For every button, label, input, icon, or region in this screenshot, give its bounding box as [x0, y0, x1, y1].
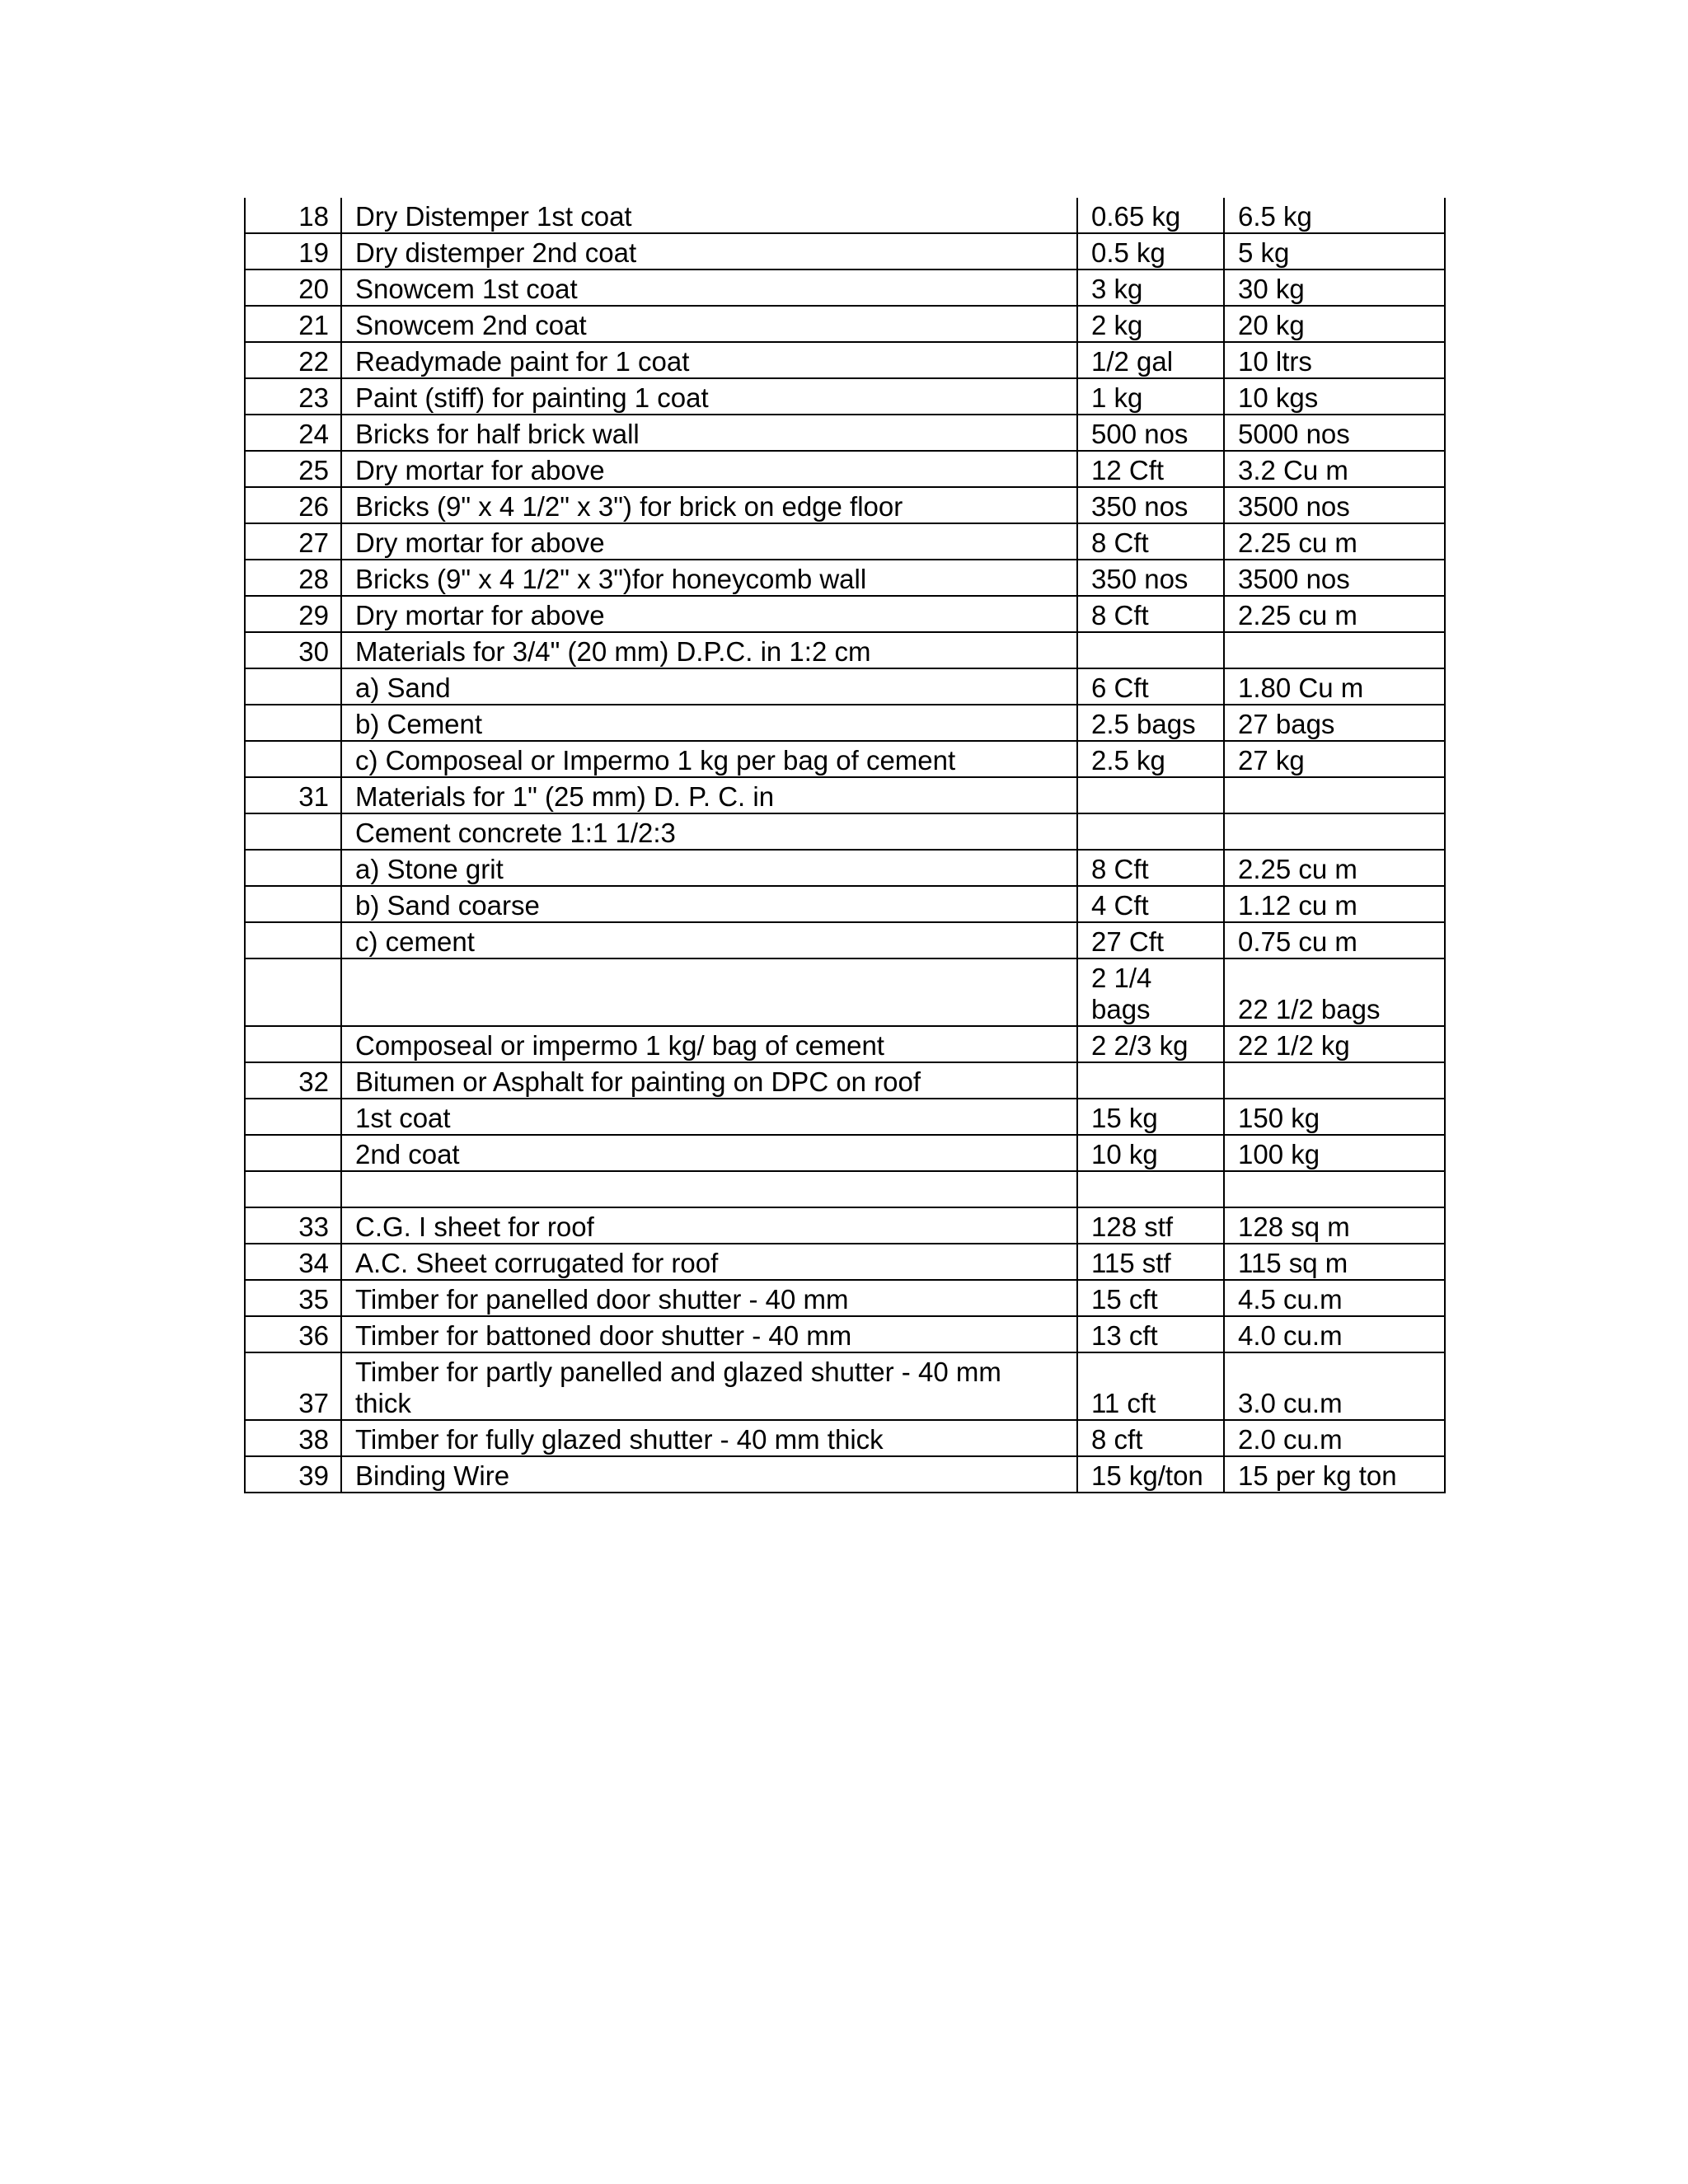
row-number: 18: [245, 198, 341, 233]
quantity-total: 4.5 cu.m: [1224, 1280, 1445, 1316]
quantity-per-unit: 4 Cft: [1077, 886, 1224, 922]
item-description: a) Stone grit: [341, 850, 1077, 886]
quantity-per-unit: 6 Cft: [1077, 668, 1224, 705]
item-description: Snowcem 2nd coat: [341, 306, 1077, 342]
quantity-total: 3500 nos: [1224, 560, 1445, 596]
table-row: [245, 451, 1445, 487]
item-description: Dry mortar for above: [341, 523, 1077, 560]
materials-quantity-table: [244, 198, 1446, 1493]
item-description: C.G. I sheet for roof: [341, 1207, 1077, 1244]
quantity-total: 3500 nos: [1224, 487, 1445, 523]
quantity-total: 22 1/2 bags: [1224, 958, 1445, 1026]
quantity-total: 2.25 cu m: [1224, 596, 1445, 632]
row-number: 32: [245, 1062, 341, 1099]
quantity-per-unit: [1077, 1062, 1224, 1099]
quantity-per-unit: 2 kg: [1077, 306, 1224, 342]
quantity-total: [1224, 632, 1445, 668]
row-number: [245, 1099, 341, 1135]
quantity-per-unit: 1/2 gal: [1077, 342, 1224, 378]
row-number: 25: [245, 451, 341, 487]
table-row: [245, 632, 1445, 668]
item-description: Dry mortar for above: [341, 451, 1077, 487]
row-number: 39: [245, 1456, 341, 1493]
row-number: [245, 922, 341, 958]
table-row: [245, 741, 1445, 777]
quantity-total: 1.80 Cu m: [1224, 668, 1445, 705]
table-row: [245, 1062, 1445, 1099]
quantity-per-unit: 15 kg/ton: [1077, 1456, 1224, 1493]
quantity-total: 27 kg: [1224, 741, 1445, 777]
table-row: [245, 1244, 1445, 1280]
quantity-total: 5000 nos: [1224, 415, 1445, 451]
quantity-per-unit: 128 stf: [1077, 1207, 1224, 1244]
row-number: 33: [245, 1207, 341, 1244]
row-number: [245, 1135, 341, 1171]
item-description: b) Cement: [341, 705, 1077, 741]
table-row: [245, 922, 1445, 958]
row-number: 37: [245, 1352, 341, 1420]
row-number: [245, 741, 341, 777]
row-number: 30: [245, 632, 341, 668]
quantity-per-unit: 27 Cft: [1077, 922, 1224, 958]
item-description: 2nd coat: [341, 1135, 1077, 1171]
table-row: [245, 596, 1445, 632]
quantity-per-unit: 0.65 kg: [1077, 198, 1224, 233]
table-row: [245, 1026, 1445, 1062]
quantity-total: [1224, 1171, 1445, 1207]
item-description: b) Sand coarse: [341, 886, 1077, 922]
table-row: [245, 523, 1445, 560]
row-number: [245, 813, 341, 850]
item-description: [341, 1171, 1077, 1207]
row-number: 34: [245, 1244, 341, 1280]
quantity-total: 150 kg: [1224, 1099, 1445, 1135]
quantity-total: [1224, 813, 1445, 850]
row-number: [245, 886, 341, 922]
table-row: [245, 850, 1445, 886]
row-number: [245, 1026, 341, 1062]
item-description: Timber for partly panelled and glazed shutter - 40 mm thick: [341, 1352, 1077, 1420]
row-number: [245, 850, 341, 886]
table-row: [245, 560, 1445, 596]
table-row: [245, 342, 1445, 378]
quantity-per-unit: 350 nos: [1077, 487, 1224, 523]
quantity-per-unit: [1077, 777, 1224, 813]
row-number: 22: [245, 342, 341, 378]
quantity-per-unit: 500 nos: [1077, 415, 1224, 451]
row-number: 20: [245, 269, 341, 306]
quantity-total: 30 kg: [1224, 269, 1445, 306]
quantity-per-unit: 12 Cft: [1077, 451, 1224, 487]
table-row: [245, 233, 1445, 269]
quantity-total: 115 sq m: [1224, 1244, 1445, 1280]
row-number: 19: [245, 233, 341, 269]
quantity-per-unit: 0.5 kg: [1077, 233, 1224, 269]
quantity-total: 4.0 cu.m: [1224, 1316, 1445, 1352]
quantity-total: 27 bags: [1224, 705, 1445, 741]
row-number: 26: [245, 487, 341, 523]
item-description: Composeal or impermo 1 kg/ bag of cement: [341, 1026, 1077, 1062]
table-row: [245, 1352, 1445, 1420]
table-row: [245, 198, 1445, 233]
item-description: Bricks (9" x 4 1/2" x 3") for brick on edge floor: [341, 487, 1077, 523]
row-number: 23: [245, 378, 341, 415]
quantity-per-unit: [1077, 813, 1224, 850]
table-body: [245, 198, 1445, 1493]
quantity-total: 3.2 Cu m: [1224, 451, 1445, 487]
item-description: c) Composeal or Impermo 1 kg per bag of cement: [341, 741, 1077, 777]
quantity-per-unit: 10 kg: [1077, 1135, 1224, 1171]
quantity-total: 2.25 cu m: [1224, 523, 1445, 560]
quantity-per-unit: 8 Cft: [1077, 523, 1224, 560]
quantity-total: 20 kg: [1224, 306, 1445, 342]
quantity-per-unit: 350 nos: [1077, 560, 1224, 596]
quantity-per-unit: 11 cft: [1077, 1352, 1224, 1420]
table-row: [245, 1420, 1445, 1456]
item-description: Materials for 1" (25 mm) D. P. C. in: [341, 777, 1077, 813]
quantity-total: 5 kg: [1224, 233, 1445, 269]
table-row: [245, 1316, 1445, 1352]
table-row: [245, 1135, 1445, 1171]
item-description: Readymade paint for 1 coat: [341, 342, 1077, 378]
quantity-total: 10 ltrs: [1224, 342, 1445, 378]
quantity-per-unit: 13 cft: [1077, 1316, 1224, 1352]
item-description: A.C. Sheet corrugated for roof: [341, 1244, 1077, 1280]
table-row: [245, 886, 1445, 922]
item-description: 1st coat: [341, 1099, 1077, 1135]
table-row: [245, 378, 1445, 415]
table-row: [245, 487, 1445, 523]
quantity-per-unit: 1 kg: [1077, 378, 1224, 415]
quantity-total: 1.12 cu m: [1224, 886, 1445, 922]
item-description: Timber for battoned door shutter - 40 mm: [341, 1316, 1077, 1352]
quantity-per-unit: [1077, 632, 1224, 668]
quantity-total: 100 kg: [1224, 1135, 1445, 1171]
item-description: a) Sand: [341, 668, 1077, 705]
quantity-total: 2.25 cu m: [1224, 850, 1445, 886]
item-description: Paint (stiff) for painting 1 coat: [341, 378, 1077, 415]
table-row: [245, 813, 1445, 850]
quantity-per-unit: 2 1/4 bags: [1077, 958, 1224, 1026]
item-description: Binding Wire: [341, 1456, 1077, 1493]
quantity-total: 0.75 cu m: [1224, 922, 1445, 958]
quantity-total: 10 kgs: [1224, 378, 1445, 415]
row-number: 38: [245, 1420, 341, 1456]
quantity-total: 2.0 cu.m: [1224, 1420, 1445, 1456]
row-number: 24: [245, 415, 341, 451]
item-description: Timber for panelled door shutter - 40 mm: [341, 1280, 1077, 1316]
table-row: [245, 1280, 1445, 1316]
quantity-total: [1224, 1062, 1445, 1099]
quantity-per-unit: 3 kg: [1077, 269, 1224, 306]
row-number: 28: [245, 560, 341, 596]
item-description: Dry Distemper 1st coat: [341, 198, 1077, 233]
quantity-per-unit: 15 cft: [1077, 1280, 1224, 1316]
quantity-total: 15 per kg ton: [1224, 1456, 1445, 1493]
row-number: [245, 668, 341, 705]
item-description: c) cement: [341, 922, 1077, 958]
table-row: [245, 269, 1445, 306]
item-description: Dry distemper 2nd coat: [341, 233, 1077, 269]
quantity-per-unit: 2.5 bags: [1077, 705, 1224, 741]
table-row: [245, 958, 1445, 1026]
row-number: [245, 958, 341, 1026]
quantity-total: 22 1/2 kg: [1224, 1026, 1445, 1062]
row-number: 36: [245, 1316, 341, 1352]
table-row: [245, 1171, 1445, 1207]
item-description: Timber for fully glazed shutter - 40 mm thick: [341, 1420, 1077, 1456]
item-description: Materials for 3/4" (20 mm) D.P.C. in 1:2 cm: [341, 632, 1077, 668]
row-number: [245, 705, 341, 741]
item-description: Bricks (9" x 4 1/2" x 3")for honeycomb wall: [341, 560, 1077, 596]
quantity-total: [1224, 777, 1445, 813]
quantity-per-unit: 8 Cft: [1077, 850, 1224, 886]
row-number: 31: [245, 777, 341, 813]
item-description: Snowcem 1st coat: [341, 269, 1077, 306]
row-number: 35: [245, 1280, 341, 1316]
table-row: [245, 306, 1445, 342]
table-row: [245, 705, 1445, 741]
item-description: [341, 958, 1077, 1026]
item-description: Dry mortar for above: [341, 596, 1077, 632]
item-description: Bricks for half brick wall: [341, 415, 1077, 451]
row-number: 27: [245, 523, 341, 560]
table-row: [245, 668, 1445, 705]
row-number: 29: [245, 596, 341, 632]
table-row: [245, 415, 1445, 451]
quantity-per-unit: 8 cft: [1077, 1420, 1224, 1456]
quantity-total: 128 sq m: [1224, 1207, 1445, 1244]
table-row: [245, 1207, 1445, 1244]
table-row: [245, 1099, 1445, 1135]
quantity-total: 3.0 cu.m: [1224, 1352, 1445, 1420]
item-description: Cement concrete 1:1 1/2:3: [341, 813, 1077, 850]
quantity-per-unit: 2.5 kg: [1077, 741, 1224, 777]
table-row: [245, 777, 1445, 813]
quantity-per-unit: 2 2/3 kg: [1077, 1026, 1224, 1062]
row-number: 21: [245, 306, 341, 342]
quantity-per-unit: 8 Cft: [1077, 596, 1224, 632]
quantity-per-unit: [1077, 1171, 1224, 1207]
row-number: [245, 1171, 341, 1207]
quantity-per-unit: 115 stf: [1077, 1244, 1224, 1280]
item-description: Bitumen or Asphalt for painting on DPC on roof: [341, 1062, 1077, 1099]
quantity-total: 6.5 kg: [1224, 198, 1445, 233]
quantity-per-unit: 15 kg: [1077, 1099, 1224, 1135]
table-row: [245, 1456, 1445, 1493]
